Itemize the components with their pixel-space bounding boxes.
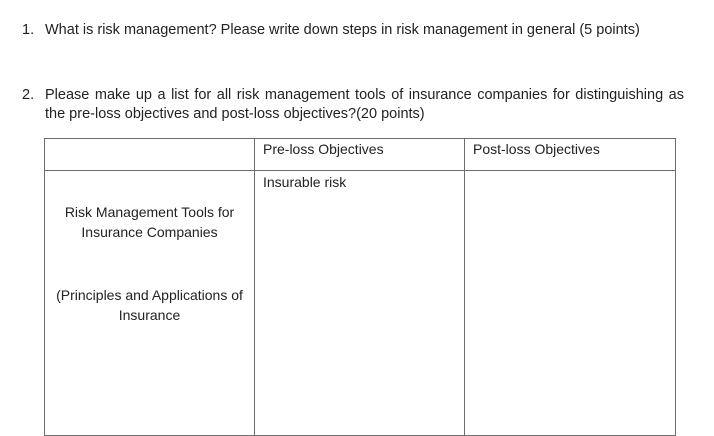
row-label-cell [45,171,255,436]
row-label-source [45,285,254,325]
question-1-text: What is risk management? Please write down steps in risk management in general (5 points) [45,22,640,38]
row-label-line-2: Insurance Companies [81,224,218,240]
question-1-number: 1. [22,22,35,38]
question-1 [22,21,684,40]
question-2-number: 2. [22,87,35,103]
header-pre-loss: Pre-loss Objectives [255,139,465,171]
pre-loss-answer-cell[interactable]: Insurable risk [255,171,465,436]
row-label-title [45,202,254,242]
header-post-loss: Post-loss Objectives [465,139,676,171]
objectives-table [44,138,676,436]
post-loss-answer-cell[interactable] [465,171,676,436]
table-row [45,171,676,436]
table-header-row [45,139,676,171]
row-label-line-4: Insurance [118,307,181,323]
header-blank-cell [45,139,255,171]
question-2-text: Please make up a list for all risk management tools of insurance companies for distinguishing as the pre-loss objectives and post-loss objectives?(20 points) [45,87,684,122]
row-label-line-3: (Principles and Applications of [56,287,243,303]
question-2 [22,86,684,124]
row-label-line-1: Risk Management Tools for [64,204,235,220]
